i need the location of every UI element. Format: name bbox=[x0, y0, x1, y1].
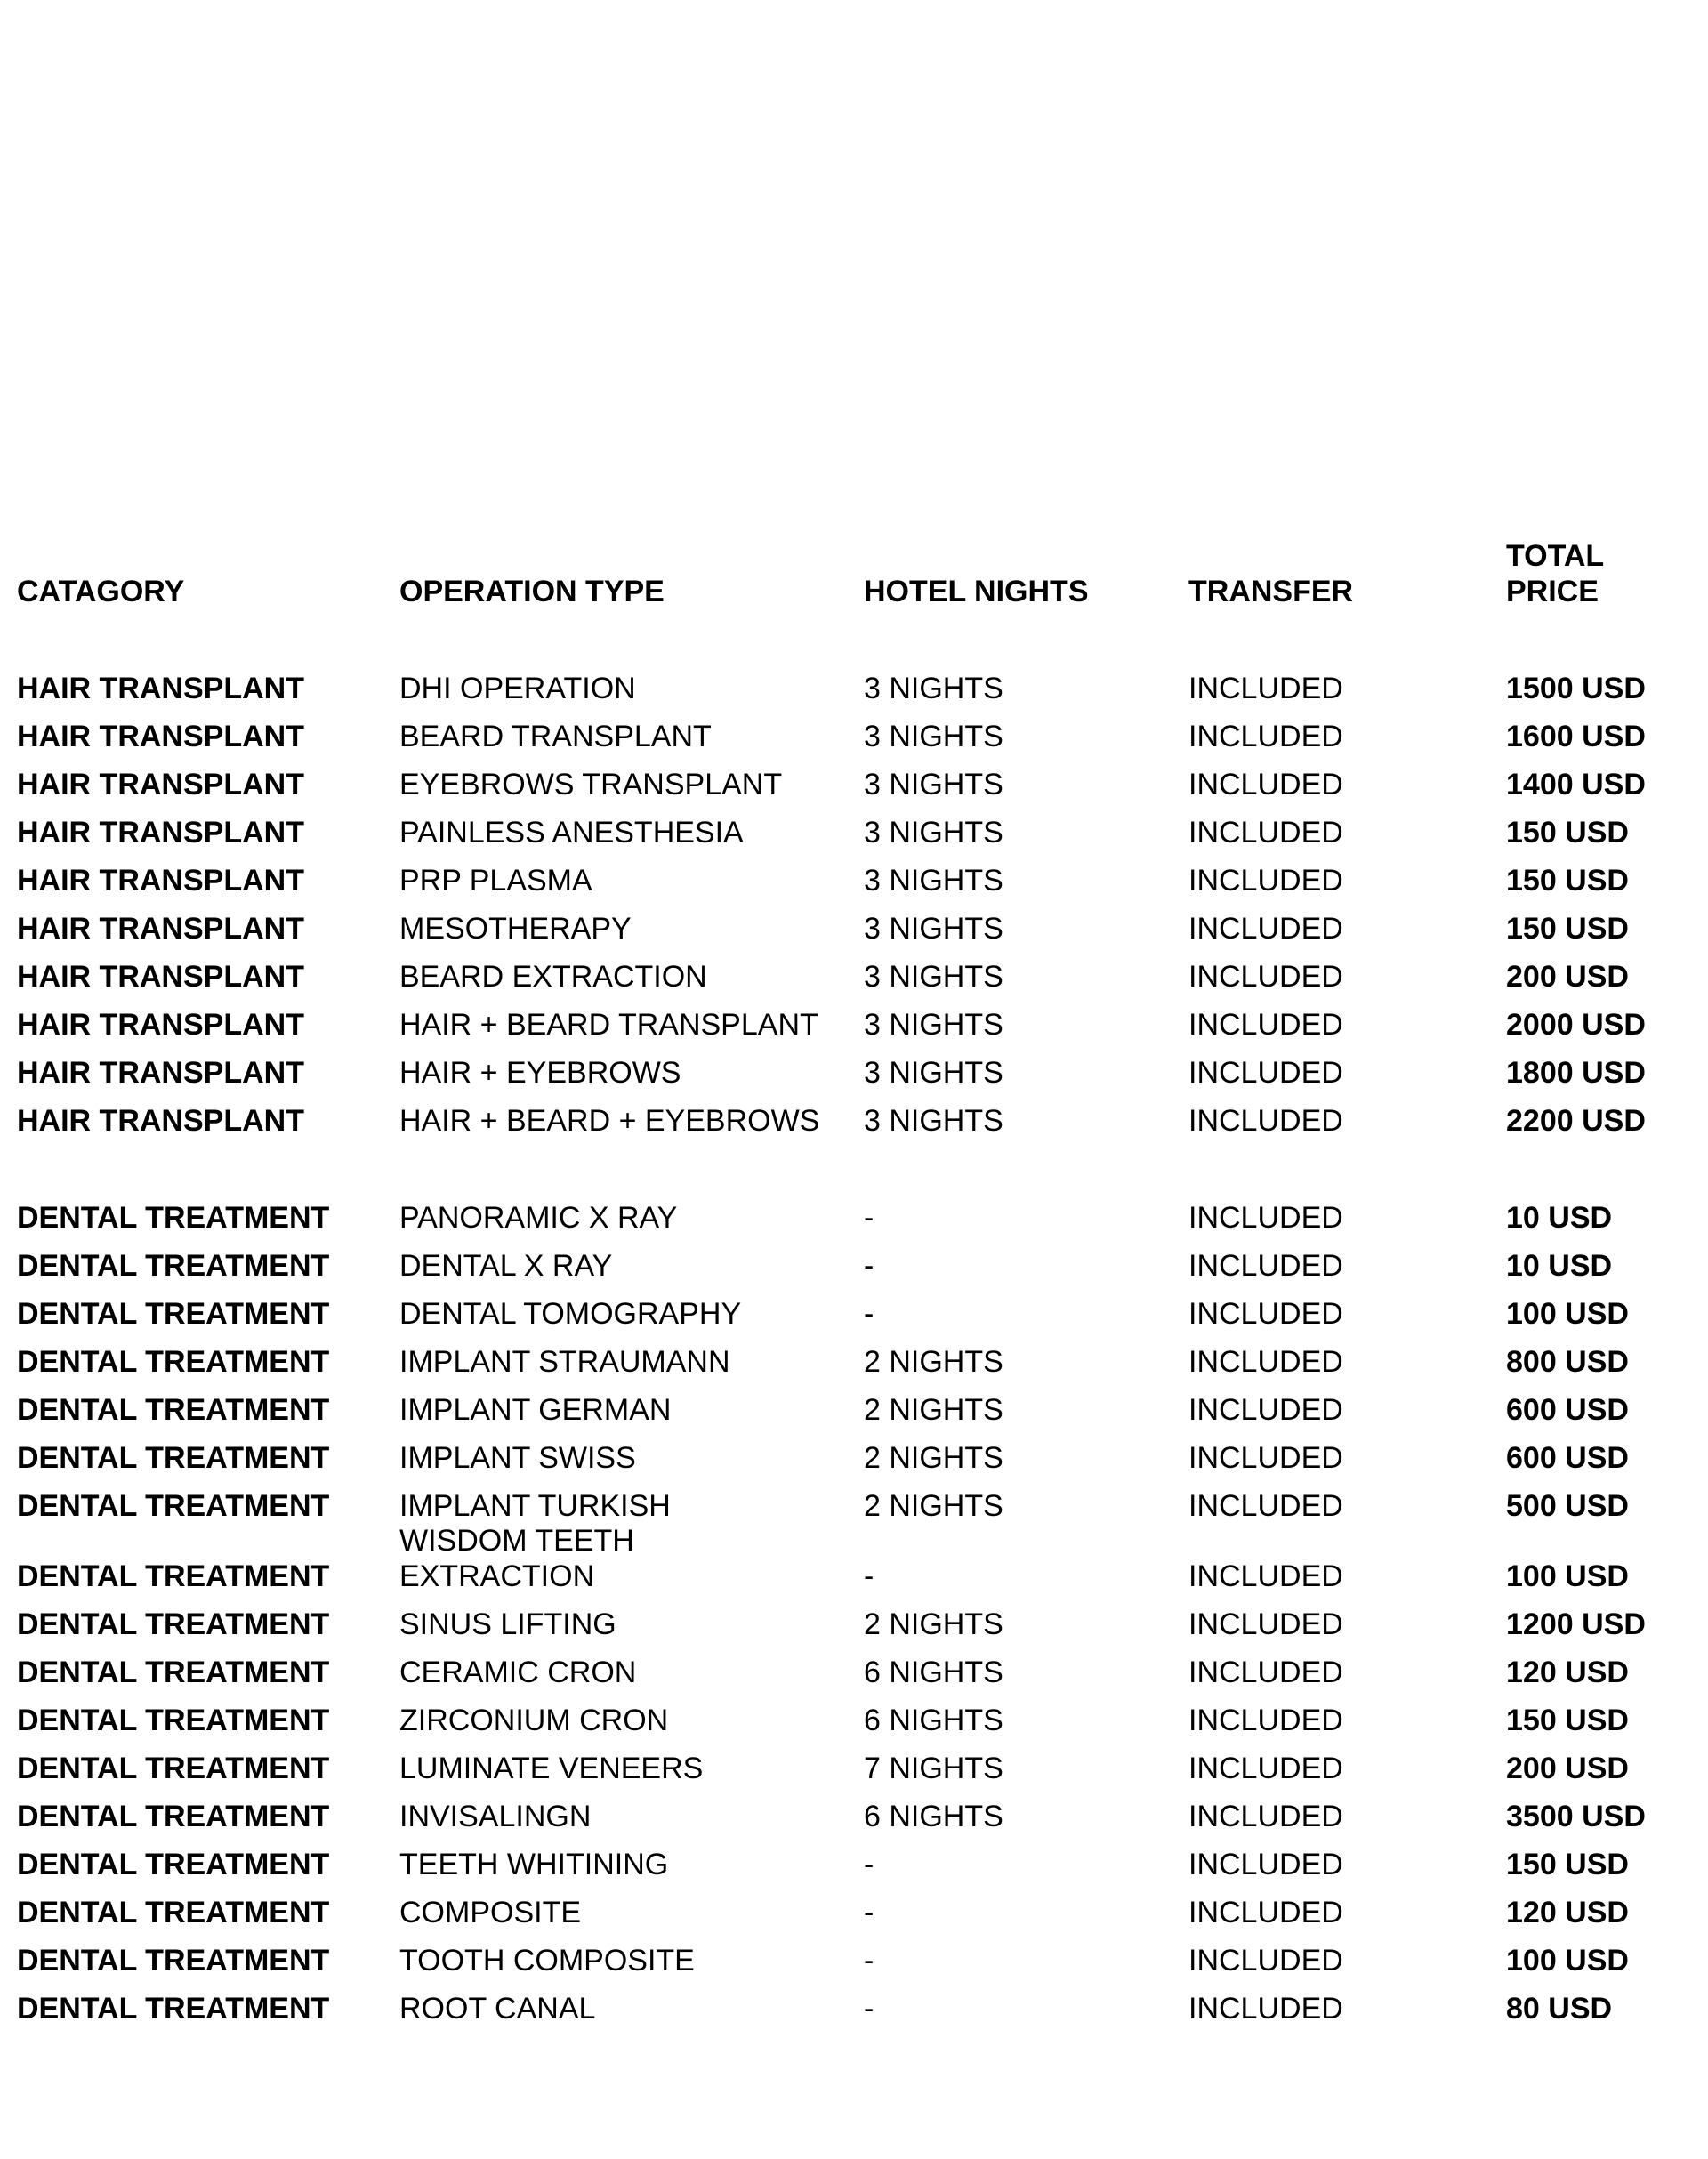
row-operation: EYEBROWS TRANSPLANT bbox=[399, 768, 783, 802]
row-operation: PAINLESS ANESTHESIA bbox=[399, 816, 744, 850]
row-transfer: INCLUDED bbox=[1188, 1345, 1343, 1379]
row-price: 600 USD bbox=[1506, 1393, 1629, 1427]
row-hotel-nights: 2 NIGHTS bbox=[864, 1345, 1003, 1379]
header-category: CATAGORY bbox=[17, 575, 185, 608]
row-price: 80 USD bbox=[1506, 1992, 1613, 2026]
row-hotel-nights: 6 NIGHTS bbox=[864, 1704, 1003, 1737]
row-hotel-nights: - bbox=[864, 1992, 874, 2026]
row-category: DENTAL TREATMENT bbox=[17, 1607, 330, 1641]
row-category: HAIR TRANSPLANT bbox=[17, 768, 304, 802]
row-operation: IMPLANT GERMAN bbox=[399, 1393, 672, 1427]
row-hotel-nights: - bbox=[864, 1559, 874, 1593]
row-price: 10 USD bbox=[1506, 1249, 1613, 1283]
row-operation: IMPLANT STRAUMANN bbox=[399, 1345, 730, 1379]
row-operation: INVISALINGN bbox=[399, 1800, 592, 1833]
row-category: DENTAL TREATMENT bbox=[17, 1656, 330, 1689]
row-transfer: INCLUDED bbox=[1188, 1656, 1343, 1689]
row-hotel-nights: 7 NIGHTS bbox=[864, 1752, 1003, 1785]
row-hotel-nights: 3 NIGHTS bbox=[864, 912, 1003, 946]
row-category: HAIR TRANSPLANT bbox=[17, 1008, 304, 1042]
row-transfer: INCLUDED bbox=[1188, 1056, 1343, 1090]
header-operation-type: OPERATION TYPE bbox=[399, 575, 665, 608]
row-operation: BEARD TRANSPLANT bbox=[399, 720, 712, 753]
row-transfer: INCLUDED bbox=[1188, 864, 1343, 898]
row-price: 150 USD bbox=[1506, 1704, 1629, 1737]
row-transfer: INCLUDED bbox=[1188, 1201, 1343, 1235]
row-price: 200 USD bbox=[1506, 960, 1629, 994]
row-hotel-nights: 2 NIGHTS bbox=[864, 1489, 1003, 1523]
row-category: HAIR TRANSPLANT bbox=[17, 912, 304, 946]
row-price: 100 USD bbox=[1506, 1559, 1629, 1593]
row-operation: HAIR + BEARD TRANSPLANT bbox=[399, 1008, 818, 1042]
row-category: DENTAL TREATMENT bbox=[17, 1249, 330, 1283]
row-category: DENTAL TREATMENT bbox=[17, 1441, 330, 1475]
row-operation: DHI OPERATION bbox=[399, 672, 636, 705]
row-transfer: INCLUDED bbox=[1188, 1297, 1343, 1331]
row-price: 120 USD bbox=[1506, 1896, 1629, 1929]
row-operation: IMPLANT TURKISH bbox=[399, 1489, 671, 1523]
row-hotel-nights: 3 NIGHTS bbox=[864, 1056, 1003, 1090]
row-category: HAIR TRANSPLANT bbox=[17, 960, 304, 994]
row-price: 150 USD bbox=[1506, 912, 1629, 946]
row-category: DENTAL TREATMENT bbox=[17, 1201, 330, 1235]
row-category: HAIR TRANSPLANT bbox=[17, 672, 304, 705]
row-transfer: INCLUDED bbox=[1188, 1752, 1343, 1785]
row-transfer: INCLUDED bbox=[1188, 1249, 1343, 1283]
row-category: HAIR TRANSPLANT bbox=[17, 1104, 304, 1138]
header-transfer: TRANSFER bbox=[1188, 575, 1354, 608]
row-price: 1200 USD bbox=[1506, 1607, 1646, 1641]
row-hotel-nights: - bbox=[864, 1848, 874, 1881]
row-hotel-nights: - bbox=[864, 1297, 874, 1331]
row-hotel-nights: 2 NIGHTS bbox=[864, 1393, 1003, 1427]
row-operation-line2: EXTRACTION bbox=[399, 1559, 595, 1593]
row-price: 120 USD bbox=[1506, 1656, 1629, 1689]
row-transfer: INCLUDED bbox=[1188, 672, 1343, 705]
row-category: DENTAL TREATMENT bbox=[17, 1489, 330, 1523]
row-hotel-nights: - bbox=[864, 1249, 874, 1283]
row-price: 2000 USD bbox=[1506, 1008, 1646, 1042]
row-hotel-nights: 3 NIGHTS bbox=[864, 816, 1003, 850]
row-price: 500 USD bbox=[1506, 1489, 1629, 1523]
row-operation: CERAMIC CRON bbox=[399, 1656, 637, 1689]
row-hotel-nights: 3 NIGHTS bbox=[864, 768, 1003, 802]
row-category: DENTAL TREATMENT bbox=[17, 1896, 330, 1929]
row-operation: TOOTH COMPOSITE bbox=[399, 1944, 695, 1978]
row-hotel-nights: 6 NIGHTS bbox=[864, 1656, 1003, 1689]
row-price: 1800 USD bbox=[1506, 1056, 1646, 1090]
header-total-price-line1: TOTAL bbox=[1506, 539, 1605, 573]
row-transfer: INCLUDED bbox=[1188, 1704, 1343, 1737]
row-operation: TEETH WHITINING bbox=[399, 1848, 669, 1881]
row-category: DENTAL TREATMENT bbox=[17, 1345, 330, 1379]
row-price: 100 USD bbox=[1506, 1944, 1629, 1978]
row-hotel-nights: 3 NIGHTS bbox=[864, 720, 1003, 753]
row-transfer: INCLUDED bbox=[1188, 1104, 1343, 1138]
row-operation: COMPOSITE bbox=[399, 1896, 582, 1929]
row-transfer: INCLUDED bbox=[1188, 1944, 1343, 1978]
row-operation: BEARD EXTRACTION bbox=[399, 960, 707, 994]
row-price: 800 USD bbox=[1506, 1345, 1629, 1379]
row-price: 10 USD bbox=[1506, 1201, 1613, 1235]
row-transfer: INCLUDED bbox=[1188, 1896, 1343, 1929]
row-transfer: INCLUDED bbox=[1188, 1559, 1343, 1593]
row-price: 2200 USD bbox=[1506, 1104, 1646, 1138]
row-price: 150 USD bbox=[1506, 816, 1629, 850]
row-hotel-nights: 3 NIGHTS bbox=[864, 1104, 1003, 1138]
row-transfer: INCLUDED bbox=[1188, 960, 1343, 994]
row-category: DENTAL TREATMENT bbox=[17, 1393, 330, 1427]
row-hotel-nights: 6 NIGHTS bbox=[864, 1800, 1003, 1833]
row-operation: ZIRCONIUM CRON bbox=[399, 1704, 669, 1737]
row-category: HAIR TRANSPLANT bbox=[17, 720, 304, 753]
header-hotel-nights: HOTEL NIGHTS bbox=[864, 575, 1089, 608]
row-transfer: INCLUDED bbox=[1188, 768, 1343, 802]
row-operation: HAIR + EYEBROWS bbox=[399, 1056, 681, 1090]
row-category: HAIR TRANSPLANT bbox=[17, 864, 304, 898]
row-hotel-nights: - bbox=[864, 1896, 874, 1929]
row-operation: ROOT CANAL bbox=[399, 1992, 596, 2026]
row-category: DENTAL TREATMENT bbox=[17, 1944, 330, 1978]
row-category: DENTAL TREATMENT bbox=[17, 1992, 330, 2026]
row-operation-line1: WISDOM TEETH bbox=[399, 1524, 634, 1558]
row-transfer: INCLUDED bbox=[1188, 1607, 1343, 1641]
row-hotel-nights: - bbox=[864, 1944, 874, 1978]
row-category: DENTAL TREATMENT bbox=[17, 1559, 330, 1593]
row-hotel-nights: 2 NIGHTS bbox=[864, 1441, 1003, 1475]
row-price: 600 USD bbox=[1506, 1441, 1629, 1475]
row-transfer: INCLUDED bbox=[1188, 720, 1343, 753]
row-category: DENTAL TREATMENT bbox=[17, 1800, 330, 1833]
row-price: 1600 USD bbox=[1506, 720, 1646, 753]
row-category: DENTAL TREATMENT bbox=[17, 1848, 330, 1881]
row-price: 150 USD bbox=[1506, 864, 1629, 898]
row-transfer: INCLUDED bbox=[1188, 1800, 1343, 1833]
row-category: DENTAL TREATMENT bbox=[17, 1704, 330, 1737]
row-category: DENTAL TREATMENT bbox=[17, 1752, 330, 1785]
row-transfer: INCLUDED bbox=[1188, 1489, 1343, 1523]
row-hotel-nights: 3 NIGHTS bbox=[864, 864, 1003, 898]
row-category: DENTAL TREATMENT bbox=[17, 1297, 330, 1331]
row-hotel-nights: - bbox=[864, 1201, 874, 1235]
row-transfer: INCLUDED bbox=[1188, 1992, 1343, 2026]
row-transfer: INCLUDED bbox=[1188, 1393, 1343, 1427]
row-hotel-nights: 3 NIGHTS bbox=[864, 960, 1003, 994]
row-category: HAIR TRANSPLANT bbox=[17, 1056, 304, 1090]
row-operation: MESOTHERAPY bbox=[399, 912, 632, 946]
row-operation: DENTAL TOMOGRAPHY bbox=[399, 1297, 742, 1331]
row-operation: HAIR + BEARD + EYEBROWS bbox=[399, 1104, 820, 1138]
row-transfer: INCLUDED bbox=[1188, 816, 1343, 850]
row-hotel-nights: 2 NIGHTS bbox=[864, 1607, 1003, 1641]
row-price: 1500 USD bbox=[1506, 672, 1646, 705]
row-transfer: INCLUDED bbox=[1188, 912, 1343, 946]
row-transfer: INCLUDED bbox=[1188, 1441, 1343, 1475]
row-hotel-nights: 3 NIGHTS bbox=[864, 672, 1003, 705]
row-price: 200 USD bbox=[1506, 1752, 1629, 1785]
row-category: HAIR TRANSPLANT bbox=[17, 816, 304, 850]
row-transfer: INCLUDED bbox=[1188, 1008, 1343, 1042]
row-price: 150 USD bbox=[1506, 1848, 1629, 1881]
row-operation: PRP PLASMA bbox=[399, 864, 592, 898]
row-price: 100 USD bbox=[1506, 1297, 1629, 1331]
row-operation: SINUS LIFTING bbox=[399, 1607, 616, 1641]
header-total-price-line2: PRICE bbox=[1506, 575, 1599, 608]
row-operation: DENTAL X RAY bbox=[399, 1249, 613, 1283]
row-operation: LUMINATE VENEERS bbox=[399, 1752, 704, 1785]
row-operation: IMPLANT SWISS bbox=[399, 1441, 636, 1475]
row-hotel-nights: 3 NIGHTS bbox=[864, 1008, 1003, 1042]
row-price: 3500 USD bbox=[1506, 1800, 1646, 1833]
row-operation: PANORAMIC X RAY bbox=[399, 1201, 678, 1235]
row-price: 1400 USD bbox=[1506, 768, 1646, 802]
row-transfer: INCLUDED bbox=[1188, 1848, 1343, 1881]
